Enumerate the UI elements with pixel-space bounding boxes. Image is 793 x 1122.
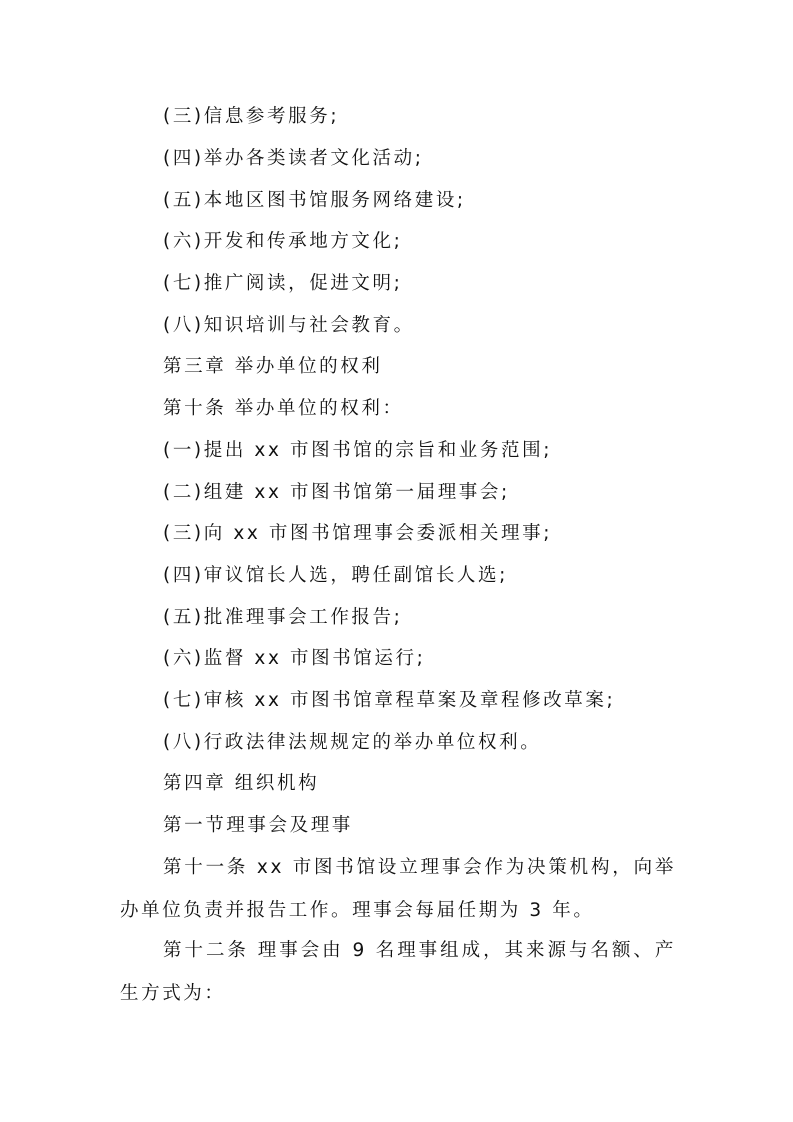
text-line: (六)监督 xx 市图书馆运行; bbox=[163, 648, 426, 669]
text-line: (四)审议馆长人选，聘任副馆长人选; bbox=[163, 565, 508, 586]
text-line: (五)批准理事会工作报告; bbox=[163, 607, 403, 628]
text-line: (八)行政法律法规规定的举办单位权利。 bbox=[163, 732, 542, 753]
body-paragraph: 第十一条 xx 市图书馆设立理事会作为决策机构，向举办单位负责并报告工作。理事会每届任期为 3 年。 bbox=[120, 857, 676, 921]
article-heading: 第十条 举办单位的权利： bbox=[163, 398, 404, 419]
text-line: (七)审核 xx 市图书馆章程草案及章程修改草案; bbox=[163, 690, 616, 711]
text-line: (五)本地区图书馆服务网络建设; bbox=[163, 190, 466, 211]
text-line: (七)推广阅读，促进文明; bbox=[163, 273, 403, 294]
text-line: (八)知识培训与社会教育。 bbox=[163, 315, 415, 336]
chapter-heading: 第三章 举办单位的权利 bbox=[163, 356, 383, 377]
body-paragraph: 第十二条 理事会由 9 名理事组成，其来源与名额、产生方式为： bbox=[120, 940, 676, 1004]
text-line: (六)开发和传承地方文化; bbox=[163, 231, 403, 252]
text-line: (二)组建 xx 市图书馆第一届理事会; bbox=[163, 482, 510, 503]
chapter-heading: 第四章 组织机构 bbox=[163, 773, 320, 794]
text-line: (三)信息参考服务; bbox=[163, 106, 340, 127]
text-line: (一)提出 xx 市图书馆的宗旨和业务范围; bbox=[163, 440, 553, 461]
section-heading: 第一节理事会及理事 bbox=[163, 815, 353, 836]
text-line: (四)举办各类读者文化活动; bbox=[163, 148, 424, 169]
text-line: (三)向 xx 市图书馆理事会委派相关理事; bbox=[163, 523, 553, 544]
